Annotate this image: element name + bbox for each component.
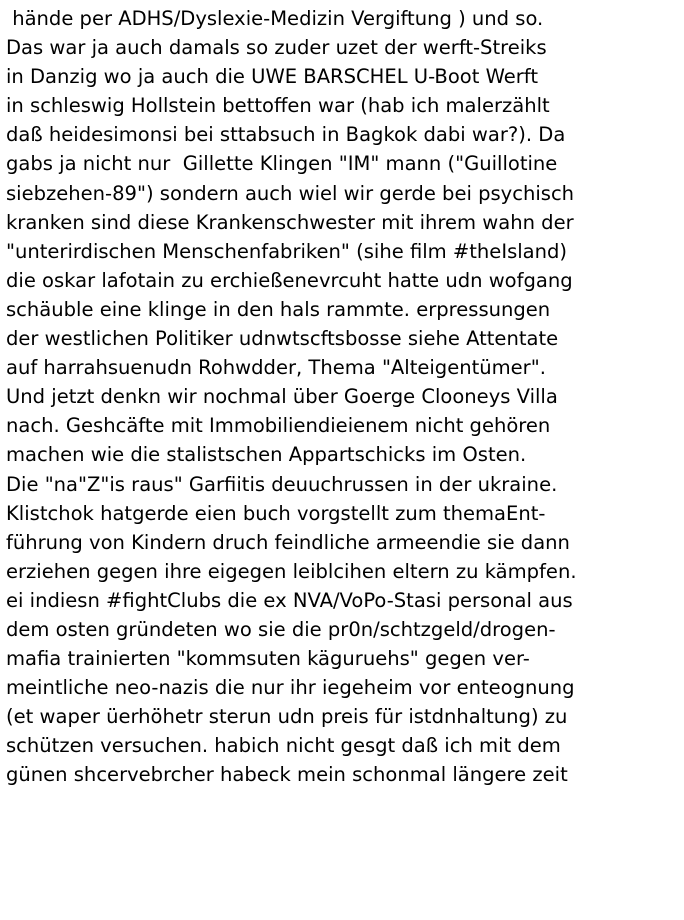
text-line: Die "na"Z"is raus" Garfiitis deuuchrussen in der ukraine. bbox=[6, 472, 558, 496]
text-line: in schleswig Hollstein bettoffen war (hab ich malerzählt bbox=[6, 94, 550, 118]
text-line: erziehen gegen ihre eigegen leiblcihen eltern zu kämpfen. bbox=[6, 559, 577, 583]
text-line: führung von Kindern druch feindliche armeendie sie dann bbox=[6, 530, 570, 554]
text-line: günen shcervebrcher habeck mein schonmal längere zeit bbox=[6, 763, 568, 787]
text-line: auf harrahsuenudn Rohwdder, Thema "Alteigentümer". bbox=[6, 356, 546, 380]
text-line: nach. Geshcäfte mit Immobiliendieienem nicht gehören bbox=[6, 414, 551, 438]
text-line: gabs ja nicht nur Gillette Klingen "IM" mann ("Guillotine bbox=[6, 152, 558, 176]
text-line: Das war ja auch damals so zuder uzet der werft-Streiks bbox=[6, 36, 547, 60]
text-line: ei indiesn #fightClubs die ex NVA/VoPo-Stasi personal aus bbox=[6, 588, 573, 612]
text-line: schäuble eine klinge in den hals rammte. erpressungen bbox=[6, 297, 551, 321]
text-line: der westlichen Politiker udnwtscftsbosse siehe Attentate bbox=[6, 327, 559, 351]
text-line: meintliche neo-nazis die nur ihr iegeheim vor enteognung bbox=[6, 676, 575, 700]
text-line: dem osten gründeten wo sie die pr0n/schtzgeld/drogen- bbox=[6, 617, 556, 641]
text-line: schützen versuchen. habich nicht gesgt daß ich mit dem bbox=[6, 734, 561, 758]
text-line: siebzehen-89") sondern auch wiel wir gerde bei psychisch bbox=[6, 181, 575, 205]
text-line: mafia trainierten "kommsuten käguruehs" gegen ver- bbox=[6, 647, 530, 671]
document-text bbox=[6, 4, 684, 790]
text-line: (et waper üerhöhetr sterun udn preis für istdnhaltung) zu bbox=[6, 705, 568, 729]
text-line: hände per ADHS/Dyslexie-Medizin Vergiftung ) und so. bbox=[6, 7, 544, 30]
text-line: machen wie die stalistschen Appartschicks im Osten. bbox=[6, 443, 527, 467]
text-line: die oskar lafotain zu erchießenevrcuht hatte udn wofgang bbox=[6, 268, 573, 292]
text-line: "unterirdischen Menschenfabriken" (sihe film #theIsland) bbox=[6, 239, 568, 263]
text-line: daß heidesimonsi bei sttabsuch in Bagkok dabi war?). Da bbox=[6, 123, 566, 147]
text-line: in Danzig wo ja auch die UWE BARSCHEL U-Boot Werft bbox=[6, 65, 538, 89]
text-line: Klistchok hatgerde eien buch vorgstellt zum themaEnt- bbox=[6, 501, 546, 525]
text-line: Und jetzt denkn wir nochmal über Goerge Clooneys Villa bbox=[6, 385, 558, 409]
text-line: kranken sind diese Krankenschwester mit ihrem wahn der bbox=[6, 210, 574, 234]
